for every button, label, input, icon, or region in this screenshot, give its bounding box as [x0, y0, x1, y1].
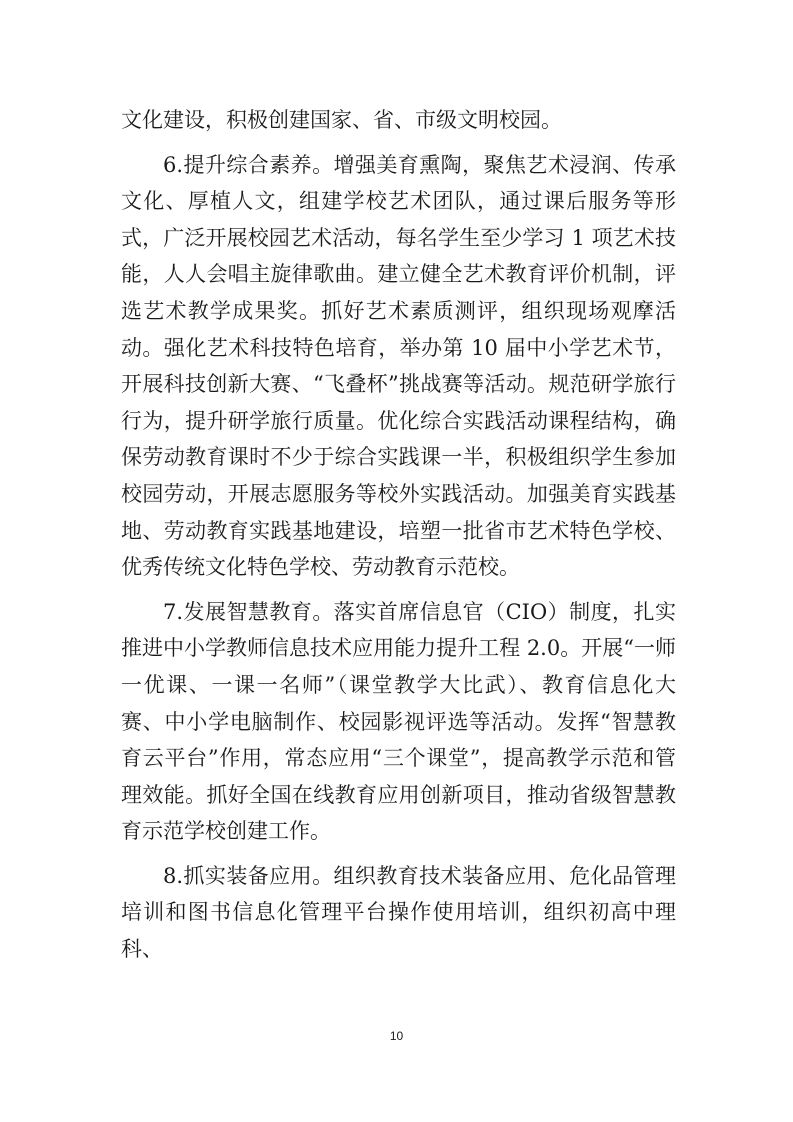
body-text — [121, 102, 676, 968]
paragraph-6: 6.提升综合素养。增强美育熏陶，聚焦艺术浸润、传承文化、厚植人文，组建学校艺术团队，通过课后服务等形式，广泛开展校园艺术活动，每名学生至少学习 1 项艺术技能，人人会唱主旋律歌曲。建立健全艺术教育评价机制，评选艺术教学成果奖。抓好艺术素质测评，组织现场观摩活动。强化艺术科技特色培育，举办第 10 届中小学艺术节，开展科技创新大赛、“飞叠杯”挑战赛等活动。规范研学旅行行为，提升研学旅行质量。优化综合实践活动课程结构，确保劳动教育课时不少于综合实践课一半，积极组织学生参加校园劳动，开展志愿服务等校外实践活动。加强美育实践基地、劳动教育实践基地建设，培塑一批省市艺术特色学校、优秀传统文化特色学校、劳动教育示范校。 — [121, 152, 676, 580]
paragraph-continuation: 文化建设，积极创建国家、省、市级文明校园。 — [121, 108, 562, 132]
paragraph-7: 7.发展智慧教育。落实首席信息官（CIO）制度，扎实推进中小学教师信息技术应用能力提升工程 2.0。开展“一师一优课、一课一名师”（课堂教学大比武）、教育信息化大赛、中小学电脑制作、校园影视评选等活动。发挥“智慧教育云平台”作用，常态应用“三个课堂”，提高教学示范和管理效能。抓好全国在线教育应用创新项目，推动省级智慧教育示范学校创建工作。 — [121, 599, 676, 844]
paragraph-8: 8.抓实装备应用。组织教育技术装备应用、危化品管理培训和图书信息化管理平台操作使用培训，组织初高中理科、 — [121, 863, 676, 962]
page-number: 10 — [389, 1029, 404, 1043]
